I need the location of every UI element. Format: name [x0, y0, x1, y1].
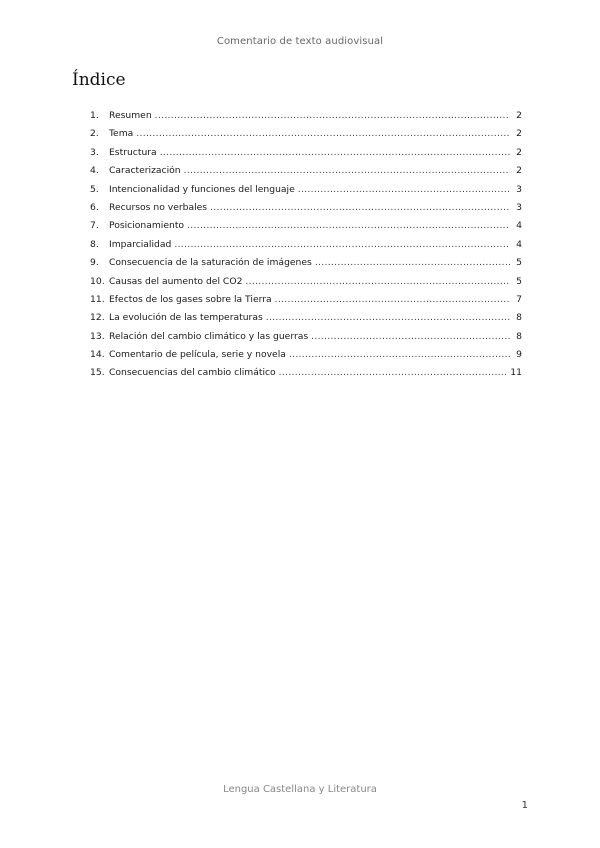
page-number: 1 — [521, 800, 528, 811]
toc-label[interactable]: Causas del aumento del CO2 — [109, 275, 243, 287]
page-title: Índice — [72, 70, 126, 90]
toc-number: 12. — [90, 312, 105, 324]
toc-label[interactable]: Consecuencia de la saturación de imágenes — [109, 257, 312, 269]
dot-leader — [245, 273, 510, 291]
dot-leader — [311, 328, 510, 346]
toc-label[interactable]: Resumen — [109, 110, 152, 121]
toc-label[interactable]: Efectos de los gases sobre la Tierra — [109, 293, 272, 305]
dot-leader — [187, 217, 510, 235]
toc-label[interactable]: Recursos no verbales — [109, 201, 208, 213]
toc-number: 10. — [90, 275, 105, 287]
toc-label[interactable]: Estructura — [109, 146, 157, 158]
toc-page-number: 8 — [516, 312, 522, 324]
toc-number: 7. — [90, 220, 99, 232]
toc-page-number: 8 — [516, 330, 522, 342]
toc-page-number: 4 — [516, 220, 522, 232]
toc-entry-posicionamiento[interactable] — [90, 217, 522, 235]
toc-number: 2. — [90, 128, 99, 140]
toc-number: 11. — [90, 293, 105, 305]
dot-leader — [266, 309, 510, 327]
toc-entry-caracterizacion[interactable] — [90, 162, 522, 180]
toc-label[interactable]: Imparcialidad — [109, 238, 172, 250]
toc-entry-consecuencias-cambio-climatico[interactable] — [90, 364, 522, 382]
toc-page-number: 3 — [516, 201, 522, 213]
toc-number: 9. — [90, 257, 99, 269]
toc-number: 4. — [90, 165, 99, 177]
toc-page-number: 9 — [516, 349, 522, 361]
toc-entry-saturacion-imagenes[interactable] — [90, 254, 522, 272]
toc-entry-causas-co2[interactable] — [90, 273, 522, 291]
toc-page-number: 2 — [516, 128, 522, 140]
dot-leader — [315, 254, 510, 272]
dot-leader — [155, 107, 510, 125]
toc-page-number: 5 — [516, 275, 522, 287]
toc-entry-estructura[interactable] — [90, 144, 522, 162]
toc-label[interactable]: Caracterización — [109, 165, 181, 177]
dot-leader — [136, 125, 510, 143]
toc-label[interactable]: Tema — [109, 128, 134, 140]
dot-leader — [174, 236, 510, 254]
toc-page-number: 11 — [510, 367, 522, 379]
toc-entry-tema[interactable] — [90, 125, 522, 143]
toc-label[interactable]: Posicionamiento — [109, 220, 185, 232]
toc-page-number: 2 — [516, 110, 522, 121]
toc-label[interactable]: Consecuencias del cambio climático — [109, 367, 276, 379]
page-header: Comentario de texto audiovisual — [216, 36, 384, 47]
dot-leader — [298, 181, 510, 199]
toc-number: 3. — [90, 146, 99, 158]
toc-page-number: 2 — [516, 165, 522, 177]
toc-entry-comentario-pelicula[interactable] — [90, 346, 522, 364]
page-footer: Lengua Castellana y Literatura — [223, 784, 377, 795]
toc-page-number: 7 — [516, 293, 522, 305]
toc-label[interactable]: La evolución de las temperaturas — [109, 312, 263, 324]
toc-entry-resumen[interactable] — [90, 107, 522, 125]
toc-number: 13. — [90, 330, 105, 342]
toc-page-number: 2 — [516, 146, 522, 158]
toc-label[interactable]: Relación del cambio climático y las guerras — [109, 330, 309, 342]
toc-number: 14. — [90, 349, 105, 361]
toc-number: 8. — [90, 238, 99, 250]
toc-entry-intencionalidad[interactable] — [90, 181, 522, 199]
toc-entry-imparcialidad[interactable] — [90, 236, 522, 254]
toc-entry-evolucion-temperaturas[interactable] — [90, 309, 522, 327]
dot-leader — [289, 346, 510, 364]
toc-entry-efectos-gases[interactable] — [90, 291, 522, 309]
toc-number: 15. — [90, 367, 105, 379]
table-of-contents — [90, 107, 522, 383]
dot-leader — [160, 144, 510, 162]
toc-page-number: 4 — [516, 238, 522, 250]
toc-label[interactable]: Intencionalidad y funciones del lenguaje — [109, 183, 295, 195]
toc-entry-recursos-no-verbales[interactable] — [90, 199, 522, 217]
toc-entry-cambio-climatico-guerras[interactable] — [90, 328, 522, 346]
toc-page-number: 3 — [516, 183, 522, 195]
dot-leader — [210, 199, 510, 217]
toc-number: 5. — [90, 183, 99, 195]
toc-number: 1. — [90, 110, 99, 121]
toc-page-number: 5 — [516, 257, 522, 269]
toc-number: 6. — [90, 201, 99, 213]
dot-leader — [184, 162, 510, 180]
toc-label[interactable]: Comentario de película, serie y novela — [109, 349, 286, 361]
dot-leader — [279, 364, 507, 382]
dot-leader — [275, 291, 510, 309]
